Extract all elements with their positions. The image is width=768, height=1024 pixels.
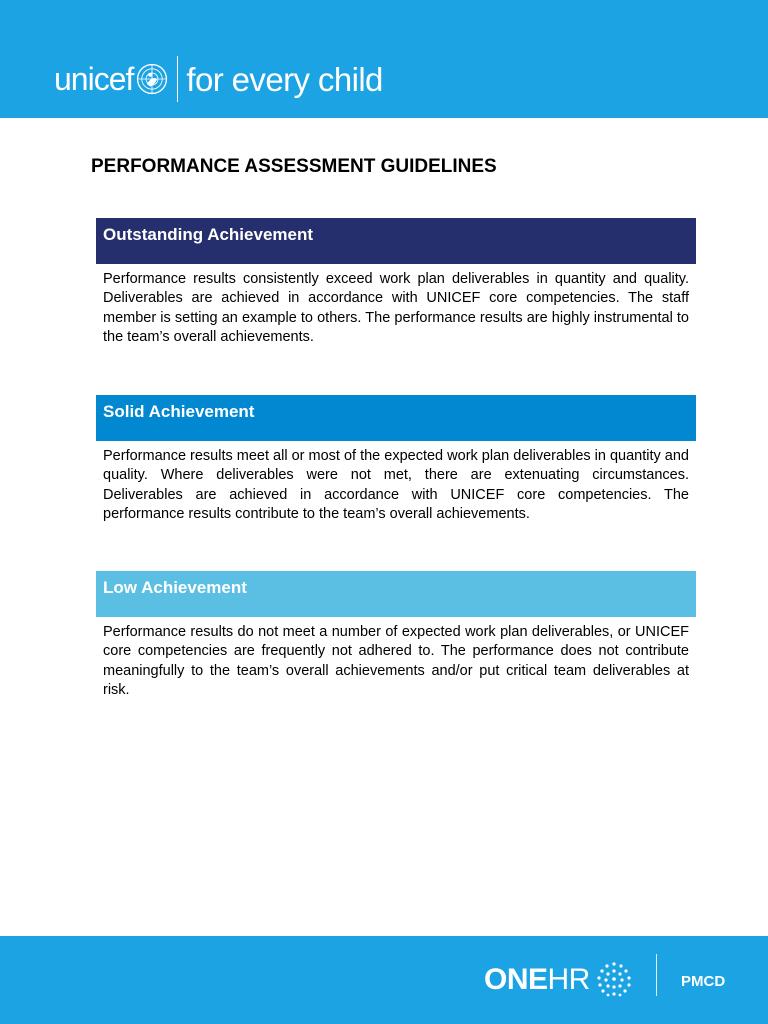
dotted-globe-icon bbox=[592, 958, 636, 1002]
section-text-outstanding: Performance results consistently exceed work plan deliverables in quantity and quality. Deliverables are achieved in accordance with UNICEF core competencies. The staff member is setting an example to others. The performance results are highly instrumental to the team’s overall achievements. bbox=[103, 271, 689, 345]
section-text-low: Performance results do not meet a number of expected work plan deliverables, or UNICEF core competencies are frequently not adhered to. The performance does not contribute meaningfully to the team’s overall achievements and/or put critical team deliverables at risk. bbox=[103, 624, 689, 698]
section-header-low: Low Achievement bbox=[96, 571, 696, 617]
unicef-logo bbox=[54, 55, 383, 103]
unicef-emblem-icon bbox=[135, 62, 169, 96]
section-header-outstanding: Outstanding Achievement bbox=[96, 218, 696, 264]
onehr-logo bbox=[484, 956, 636, 1004]
pmcd-label: PMCD bbox=[681, 973, 726, 990]
page-title: PERFORMANCE ASSESSMENT GUIDELINES bbox=[91, 156, 497, 177]
onehr-logo-hr: HR bbox=[547, 963, 590, 996]
tagline: for every child bbox=[186, 60, 383, 98]
onehr-logo-one: ONE bbox=[484, 963, 548, 996]
section-text-solid: Performance results meet all or most of the expected work plan deliverables in quantity and quality. Where deliverables were not met, there are extenuating circumstances. Deliverables are achieved in accordance with UNICEF core competencies. The performance results contribute to the team’s overall achievements. bbox=[103, 448, 689, 522]
header-divider bbox=[177, 56, 178, 102]
footer-divider bbox=[656, 954, 657, 996]
unicef-wordmark: unicef bbox=[54, 61, 134, 97]
page-footer bbox=[0, 936, 768, 1024]
page-header bbox=[0, 0, 768, 118]
section-header-solid: Solid Achievement bbox=[96, 395, 696, 441]
